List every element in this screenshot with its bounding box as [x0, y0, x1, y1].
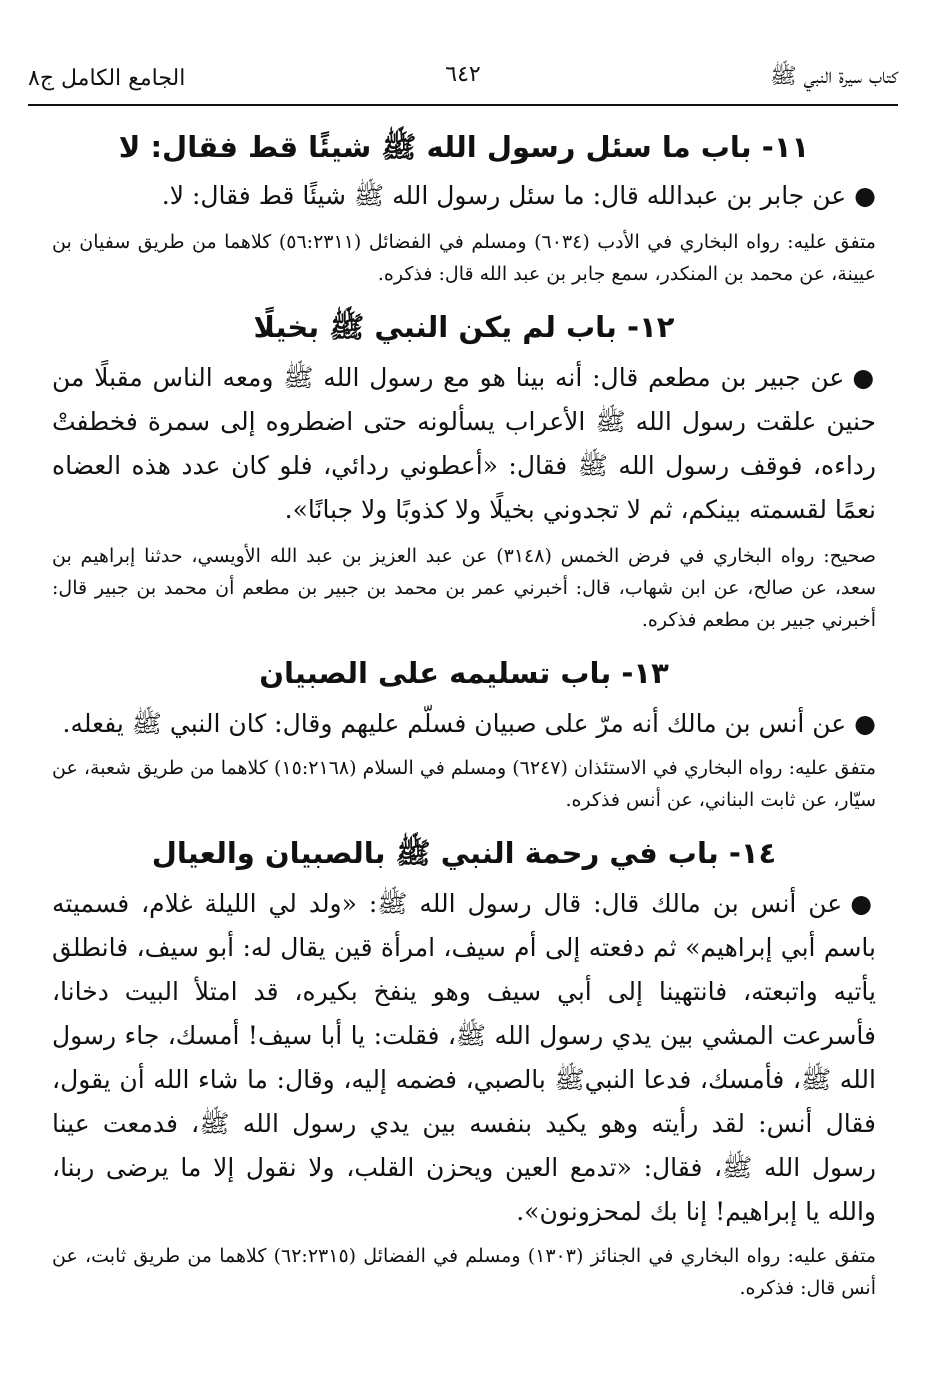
hadith-body: عن أنس بن مالك أنه مرّ على صبيان فسلّم عليهم وقال: كان النبي ﷺ يفعله.	[62, 709, 847, 738]
header-volume-title: الجامع الكامل ج٨	[28, 65, 186, 91]
chapter-section	[52, 650, 876, 816]
header-divider	[28, 104, 898, 106]
hadith-source: متفق عليه: رواه البخاري في الجنائز (١٣٠٣) ومسلم في الفضائل (٦٢:٢٣١٥) كلاهما من طريق ثابت، عن أنس قال: فذكره.	[52, 1245, 877, 1299]
running-header	[28, 58, 898, 98]
chapter-section	[52, 124, 876, 290]
hadith-body: عن أنس بن مالك قال: قال رسول الله ﷺ: «ولد لي الليلة غلام، فسميته باسم أبي إبراهيم» ثم دفعته إلى أم سيف، امرأة قين يقال له: أبو سيف، فانطلق يأتيه واتبعته، فانتهينا إلى أبي سيف وهو ينفخ بكيره، قد امتلأ البيت دخانا، فأسرعت المشي بين يدي رسول الله ﷺ، فقلت: يا أبا سيف! أمسك، جاء رسول الله ﷺ، فأمسك، فدعا النبيﷺ بالصبي، فضمه إليه، وقال: ما شاء الله أن يقول، فقال أنس: لقد رأيته وهو يكيد بنفسه بين يدي رسول الله ﷺ، فدمعت عينا رسول الله ﷺ، فقال: «تدمع العين ويحزن القلب، ولا نقول إلا ما يرضى ربنا، والله يا إبراهيم! إنا بك لمحزونون».	[52, 889, 876, 1226]
bullet-icon: ●	[854, 181, 876, 210]
hadith-source: متفق عليه: رواه البخاري في الاستئذان (٦٢٤٧) ومسلم في السلام (١٥:٢١٦٨) كلاهما من طريق شعبة، عن سيّار، عن ثابت البناني، عن أنس فذكره.	[52, 757, 876, 811]
chapter-section	[52, 830, 876, 1304]
chapter-heading: ١١- باب ما سئل رسول الله ﷺ شيئًا قط فقال: لا	[118, 130, 810, 164]
chapter-section	[52, 304, 876, 636]
page-body	[52, 118, 876, 1304]
page-number: ٦٤٢	[445, 62, 481, 87]
hadith-text	[52, 702, 876, 746]
bullet-icon: ●	[850, 889, 876, 918]
hadith-body: عن جابر بن عبدالله قال: ما سئل رسول الله ﷺ شيئًا قط فقال: لا.	[161, 181, 847, 210]
chapter-heading: ١٤- باب في رحمة النبي ﷺ بالصبيان والعيال	[151, 836, 777, 870]
header-book-title: كتاب سيرة النبي ﷺ	[770, 64, 898, 89]
chapter-heading: ١٣- باب تسليمه على الصبيان	[259, 656, 669, 690]
bullet-icon: ●	[852, 363, 876, 392]
hadith-body: عن جبير بن مطعم قال: أنه بينا هو مع رسول الله ﷺ ومعه الناس مقبلًا من حنين علقت رسول الله ﷺ الأعراب يسألونه حتى اضطروه إلى سمرة فخطفتْ رداءه، فوقف رسول الله ﷺ فقال: «أعطوني ردائي، فلو كان عدد هذه العضاه نعمًا لقسمته بينكم، ثم لا تجدوني بخيلًا ولا كذوبًا ولا جبانًا».	[52, 363, 876, 524]
chapter-heading: ١٢- باب لم يكن النبي ﷺ بخيلًا	[253, 310, 675, 344]
hadith-source: صحيح: رواه البخاري في فرض الخمس (٣١٤٨) عن عبد العزيز بن عبد الله الأويسي، حدثنا إبراهيم بن سعد، عن صالح، عن ابن شهاب، قال: أخبرني عمر بن محمد بن جبير بن مطعم أن محمد بن جبير قال: أخبرني جبير بن مطعم فذكره.	[52, 545, 876, 631]
hadith-text	[52, 356, 876, 532]
bullet-icon: ●	[854, 709, 876, 738]
hadith-source: متفق عليه: رواه البخاري في الأدب (٦٠٣٤) ومسلم في الفضائل (٥٦:٢٣١١) كلاهما من طريق سفيان بن عيينة، عن محمد بن المنكدر، سمع جابر بن عبد الله قال: فذكره.	[52, 231, 876, 285]
hadith-text	[52, 174, 876, 218]
hadith-text	[52, 882, 876, 1234]
